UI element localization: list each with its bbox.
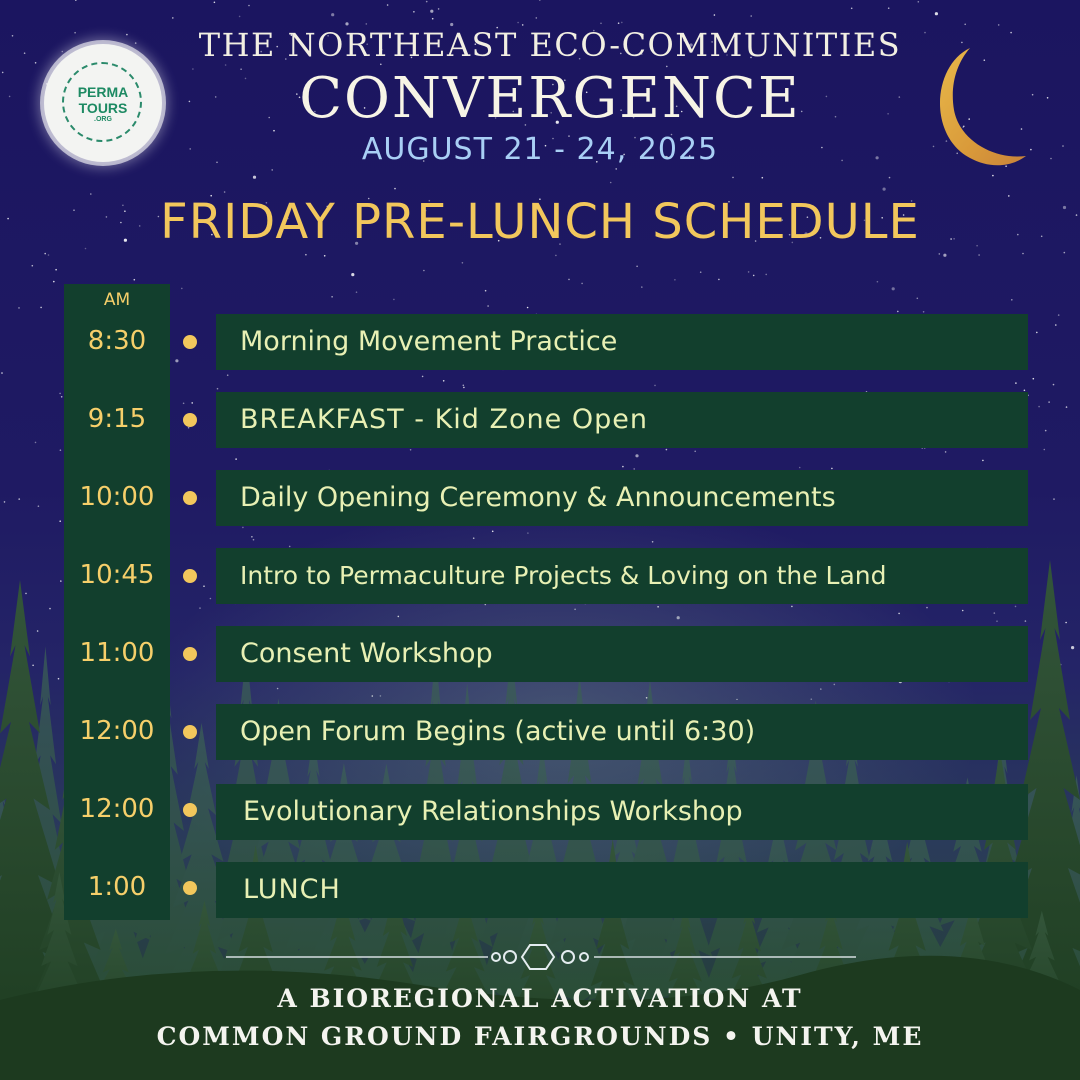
schedule-item-title: Daily Opening Ceremony & Announcements (240, 482, 836, 513)
schedule-item (216, 704, 1028, 760)
time-label-6: 12:00 (79, 716, 155, 746)
schedule-item (216, 862, 1028, 918)
schedule-item-title: LUNCH (243, 874, 341, 905)
time-label-8: 1:00 (87, 872, 147, 902)
divider-right (594, 956, 856, 958)
bullet-dot-icon (183, 647, 197, 661)
schedule-item (216, 626, 1028, 682)
time-label-7: 12:00 (79, 794, 155, 824)
logo-line-1: PERMA (77, 84, 129, 100)
time-label-2: 9:15 (87, 404, 147, 434)
schedule-heading: FRIDAY PRE-LUNCH SCHEDULE (160, 194, 920, 250)
bullet-dot-icon (183, 725, 197, 739)
am-label: AM (103, 290, 131, 310)
event-dates: AUGUST 21 - 24, 2025 (361, 132, 719, 167)
schedule-item (216, 548, 1028, 604)
divider-left (226, 956, 488, 958)
schedule-item (216, 392, 1028, 448)
footer-line-1: A BIOREGIONAL ACTIVATION AT (277, 984, 803, 1013)
schedule-item-title: Morning Movement Practice (240, 326, 618, 357)
footer-line-2: COMMON GROUND FAIRGROUNDS • UNITY, ME (156, 1022, 924, 1051)
bullet-dot-icon (183, 881, 197, 895)
schedule-item-title: BREAKFAST - Kid Zone Open (240, 404, 648, 435)
time-column (64, 284, 170, 920)
schedule-item (216, 784, 1028, 840)
schedule-item (216, 470, 1028, 526)
bullet-dot-icon (183, 413, 197, 427)
schedule-item-title: Open Forum Begins (active until 6:30) (240, 716, 756, 747)
time-label-1: 8:30 (87, 326, 147, 356)
schedule-item-title: Evolutionary Relationships Workshop (243, 796, 743, 827)
hexagon-ornament-icon (488, 938, 594, 976)
event-title-top: THE NORTHEAST ECO-COMMUNITIES (198, 26, 902, 64)
event-title-main: CONVERGENCE (299, 66, 801, 131)
schedule-item-title: Intro to Permaculture Projects & Loving on the Land (240, 561, 887, 590)
time-label-3: 10:00 (79, 482, 155, 512)
bullet-dot-icon (183, 569, 197, 583)
bullet-dot-icon (183, 491, 197, 505)
logo-line-2: TOURS (78, 100, 128, 116)
time-label-4: 10:45 (79, 560, 155, 590)
bullet-dot-icon (183, 335, 197, 349)
bullet-dot-icon (183, 803, 197, 817)
schedule-item (216, 314, 1028, 370)
schedule-item-title: Consent Workshop (240, 638, 493, 669)
logo-suffix: .ORG (94, 116, 112, 123)
time-label-5: 11:00 (79, 638, 155, 668)
